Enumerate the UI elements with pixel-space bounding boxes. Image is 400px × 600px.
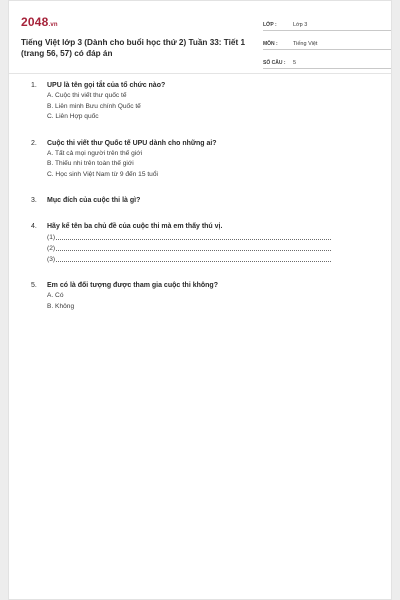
- meta-class-value: Lớp 3: [293, 22, 308, 28]
- meta-class-row: [263, 15, 391, 31]
- blank-dotted-line[interactable]: [56, 249, 331, 251]
- meta-panel: [263, 15, 391, 72]
- question-2: [31, 139, 331, 181]
- answer-option[interactable]: C. Học sinh Việt Nam từ 9 đến 15 tuổi: [47, 170, 158, 178]
- question-4-head: [31, 222, 331, 232]
- document-title: Tiếng Việt lớp 3 (Dành cho buổi học thứ 2) Tuần 33: Tiết 1 (trang 56, 57) có đáp án: [21, 38, 246, 58]
- question-text: Em có là đối tượng được tham gia cuộc thi không?: [47, 282, 218, 289]
- answer-option[interactable]: B. Liên minh Bưu chính Quốc tế: [47, 102, 141, 110]
- question-1-head: [31, 81, 331, 91]
- blank-label: (3): [47, 256, 56, 263]
- question-1: [31, 81, 331, 123]
- logo-text: 2048: [21, 15, 49, 29]
- question-number: 3.: [31, 197, 37, 204]
- question-5-head: [31, 281, 331, 291]
- answer-option[interactable]: A. Cuộc thi viết thư quốc tế: [47, 92, 127, 99]
- question-text: UPU là tên gọi tắt của tổ chức nào?: [47, 82, 166, 89]
- answer-blank[interactable]: [47, 232, 331, 243]
- worksheet-page: [8, 0, 392, 600]
- question-text: Mục đích của cuộc thi là gì?: [47, 197, 141, 204]
- question-number: 2.: [31, 139, 37, 147]
- answer-option[interactable]: A. Có: [47, 292, 64, 299]
- question-2-head: [31, 139, 331, 149]
- blank-label: (1): [47, 234, 56, 241]
- question-text: Hãy kể tên ba chủ đề của cuộc thi mà em thấy thú vị.: [47, 223, 223, 230]
- header: [21, 15, 381, 66]
- header-divider: [9, 73, 391, 74]
- logo-tld: .vn: [48, 22, 58, 28]
- answer-blank[interactable]: [47, 254, 331, 265]
- question-text: Cuộc thi viết thư Quốc tế UPU dành cho những ai?: [47, 139, 217, 147]
- meta-subject-row: [263, 34, 391, 50]
- answer-option[interactable]: B. Không: [47, 302, 75, 310]
- meta-subject-value: Tiếng Việt: [293, 41, 318, 47]
- question-number: 1.: [31, 82, 37, 89]
- answer-option[interactable]: A. Tất cả mọi người trên thế giới: [47, 149, 143, 157]
- answer-option[interactable]: B. Thiếu nhi trên toàn thế giới: [47, 160, 134, 167]
- question-3-head: [31, 196, 331, 206]
- question-list: [31, 81, 331, 328]
- blank-label: (2): [47, 245, 56, 252]
- meta-count-value: 5: [293, 60, 297, 66]
- meta-class-label: LỚP :: [263, 22, 277, 28]
- meta-count-label: SỐ CÂU :: [263, 60, 286, 66]
- answer-blank[interactable]: [47, 243, 331, 254]
- blank-dotted-line[interactable]: [56, 260, 331, 262]
- question-number: 4.: [31, 223, 37, 230]
- meta-count-row: [263, 53, 391, 69]
- question-5: [31, 281, 331, 312]
- meta-subject-label: MÔN :: [263, 41, 278, 47]
- question-number: 5.: [31, 282, 37, 289]
- answer-option[interactable]: C. Liên Hợp quốc: [47, 113, 99, 120]
- blank-dotted-line[interactable]: [56, 238, 331, 240]
- question-4: [31, 222, 331, 265]
- question-3: [31, 196, 331, 206]
